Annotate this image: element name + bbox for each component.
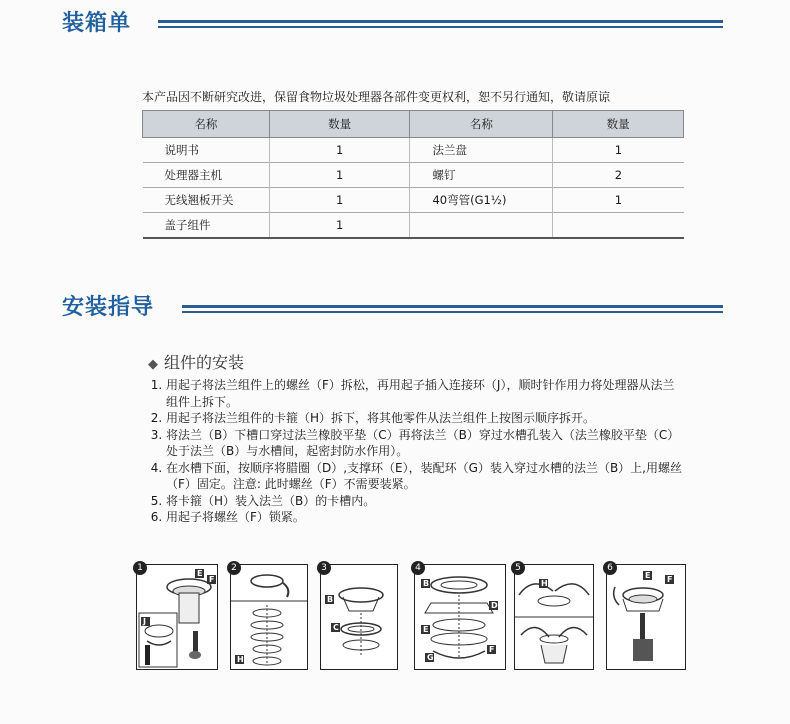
packing-list-table	[142, 110, 684, 239]
flange-insertion-illustration	[321, 565, 397, 669]
part-label-e: E	[423, 625, 429, 634]
part-label-f: F	[489, 645, 495, 654]
item-qty: 2	[553, 163, 684, 188]
table-row	[143, 188, 684, 213]
figure-number: 6	[603, 561, 617, 575]
item-name: 法兰盘	[410, 138, 553, 163]
packing-list-title: 装箱单	[62, 11, 132, 36]
install-step: 1. 用起子将法兰组件上的螺丝（F）拆松，再用起子插入连接环（J），顺时针作用力将处理器从法兰组件上拆下。	[166, 377, 686, 410]
item-name: 处理器主机	[143, 163, 270, 188]
figure-1	[136, 564, 218, 670]
item-qty: 1	[269, 213, 410, 239]
install-steps-list	[148, 377, 686, 526]
mounting-assembly-illustration	[415, 565, 505, 669]
part-label-f: F	[667, 575, 673, 584]
figure-6	[606, 564, 686, 670]
install-step: 5. 将卡箍（H）装入法兰（B）的卡槽内。	[166, 493, 686, 510]
item-name: 盖子组件	[143, 213, 270, 239]
flange-disassembly-illustration	[231, 565, 307, 669]
item-qty: 1	[269, 188, 410, 213]
part-label-j: J	[143, 617, 146, 626]
item-qty	[553, 213, 684, 239]
install-step: 4. 在水槽下面，按顺序将腊圈（D）,支撑环（E），装配环（G）装入穿过水槽的法兰（B）上,用螺丝（F）固定。注意: 此时螺丝（F）不需要装紧。	[166, 460, 686, 493]
install-step: 6. 用起子将螺丝（F）锁紧。	[166, 509, 686, 526]
subsection-title: 组件的安装	[164, 353, 245, 372]
part-label-g: G	[427, 653, 434, 662]
install-guide-title: 安装指导	[62, 295, 155, 320]
item-name: 无线翘板开关	[143, 188, 270, 213]
figure-number: 5	[511, 561, 525, 575]
figure-4	[414, 564, 506, 670]
part-label-b: B	[423, 579, 430, 588]
part-label-h: H	[541, 579, 548, 588]
subsection-heading	[148, 350, 244, 373]
figure-number: 1	[133, 561, 147, 575]
part-label-b: B	[327, 595, 334, 604]
part-label-d: D	[491, 601, 498, 610]
install-step: 3. 将法兰（B）下槽口穿过法兰橡胶平垫（C）再将法兰（B）穿过水槽孔装入（法兰橡胶平垫（C）处于法兰（B）与水槽间，起密封防水作用）。	[166, 427, 686, 460]
item-qty: 1	[269, 163, 410, 188]
header-qty-2: 数量	[553, 111, 684, 138]
install-step: 2. 用起子将法兰组件的卡箍（H）拆下，将其他零件从法兰组件上按图示顺序拆开。	[166, 410, 686, 427]
header-name-1: 名称	[143, 111, 270, 138]
part-label-c: C	[333, 623, 339, 632]
item-name	[410, 213, 553, 239]
figure-number: 4	[411, 561, 425, 575]
figure-number: 3	[317, 561, 331, 575]
packing-list-rule-top	[158, 20, 723, 23]
item-qty: 1	[553, 138, 684, 163]
part-label-h: H	[237, 655, 244, 664]
item-name: 螺钉	[410, 163, 553, 188]
install-guide-rule-bottom	[182, 311, 723, 313]
table-row	[143, 138, 684, 163]
disposer-removal-illustration	[137, 565, 217, 669]
figure-number: 2	[227, 561, 241, 575]
screw-tightening-illustration	[607, 565, 685, 669]
part-label-e: E	[197, 569, 203, 578]
header-name-2: 名称	[410, 111, 553, 138]
figure-5	[514, 564, 594, 670]
clamp-installation-illustration	[515, 565, 593, 669]
part-label-f: F	[209, 575, 215, 584]
table-row	[143, 213, 684, 239]
item-qty: 1	[553, 188, 684, 213]
item-qty: 1	[269, 138, 410, 163]
install-guide-rule-top	[182, 305, 723, 308]
part-label-e: E	[645, 571, 651, 580]
packing-list-rule-bottom	[158, 26, 723, 28]
table-header-row	[143, 111, 684, 138]
item-name: 说明书	[143, 138, 270, 163]
figure-3	[320, 564, 398, 670]
figure-2	[230, 564, 308, 670]
diamond-bullet-icon: ◆	[148, 357, 158, 372]
item-name: 40弯管(G1½)	[410, 188, 553, 213]
table-row	[143, 163, 684, 188]
header-qty-1: 数量	[269, 111, 410, 138]
packing-list-notice: 本产品因不断研究改进，保留食物垃圾处理器各部件变更权利，恕不另行通知，敬请原谅	[142, 90, 611, 104]
